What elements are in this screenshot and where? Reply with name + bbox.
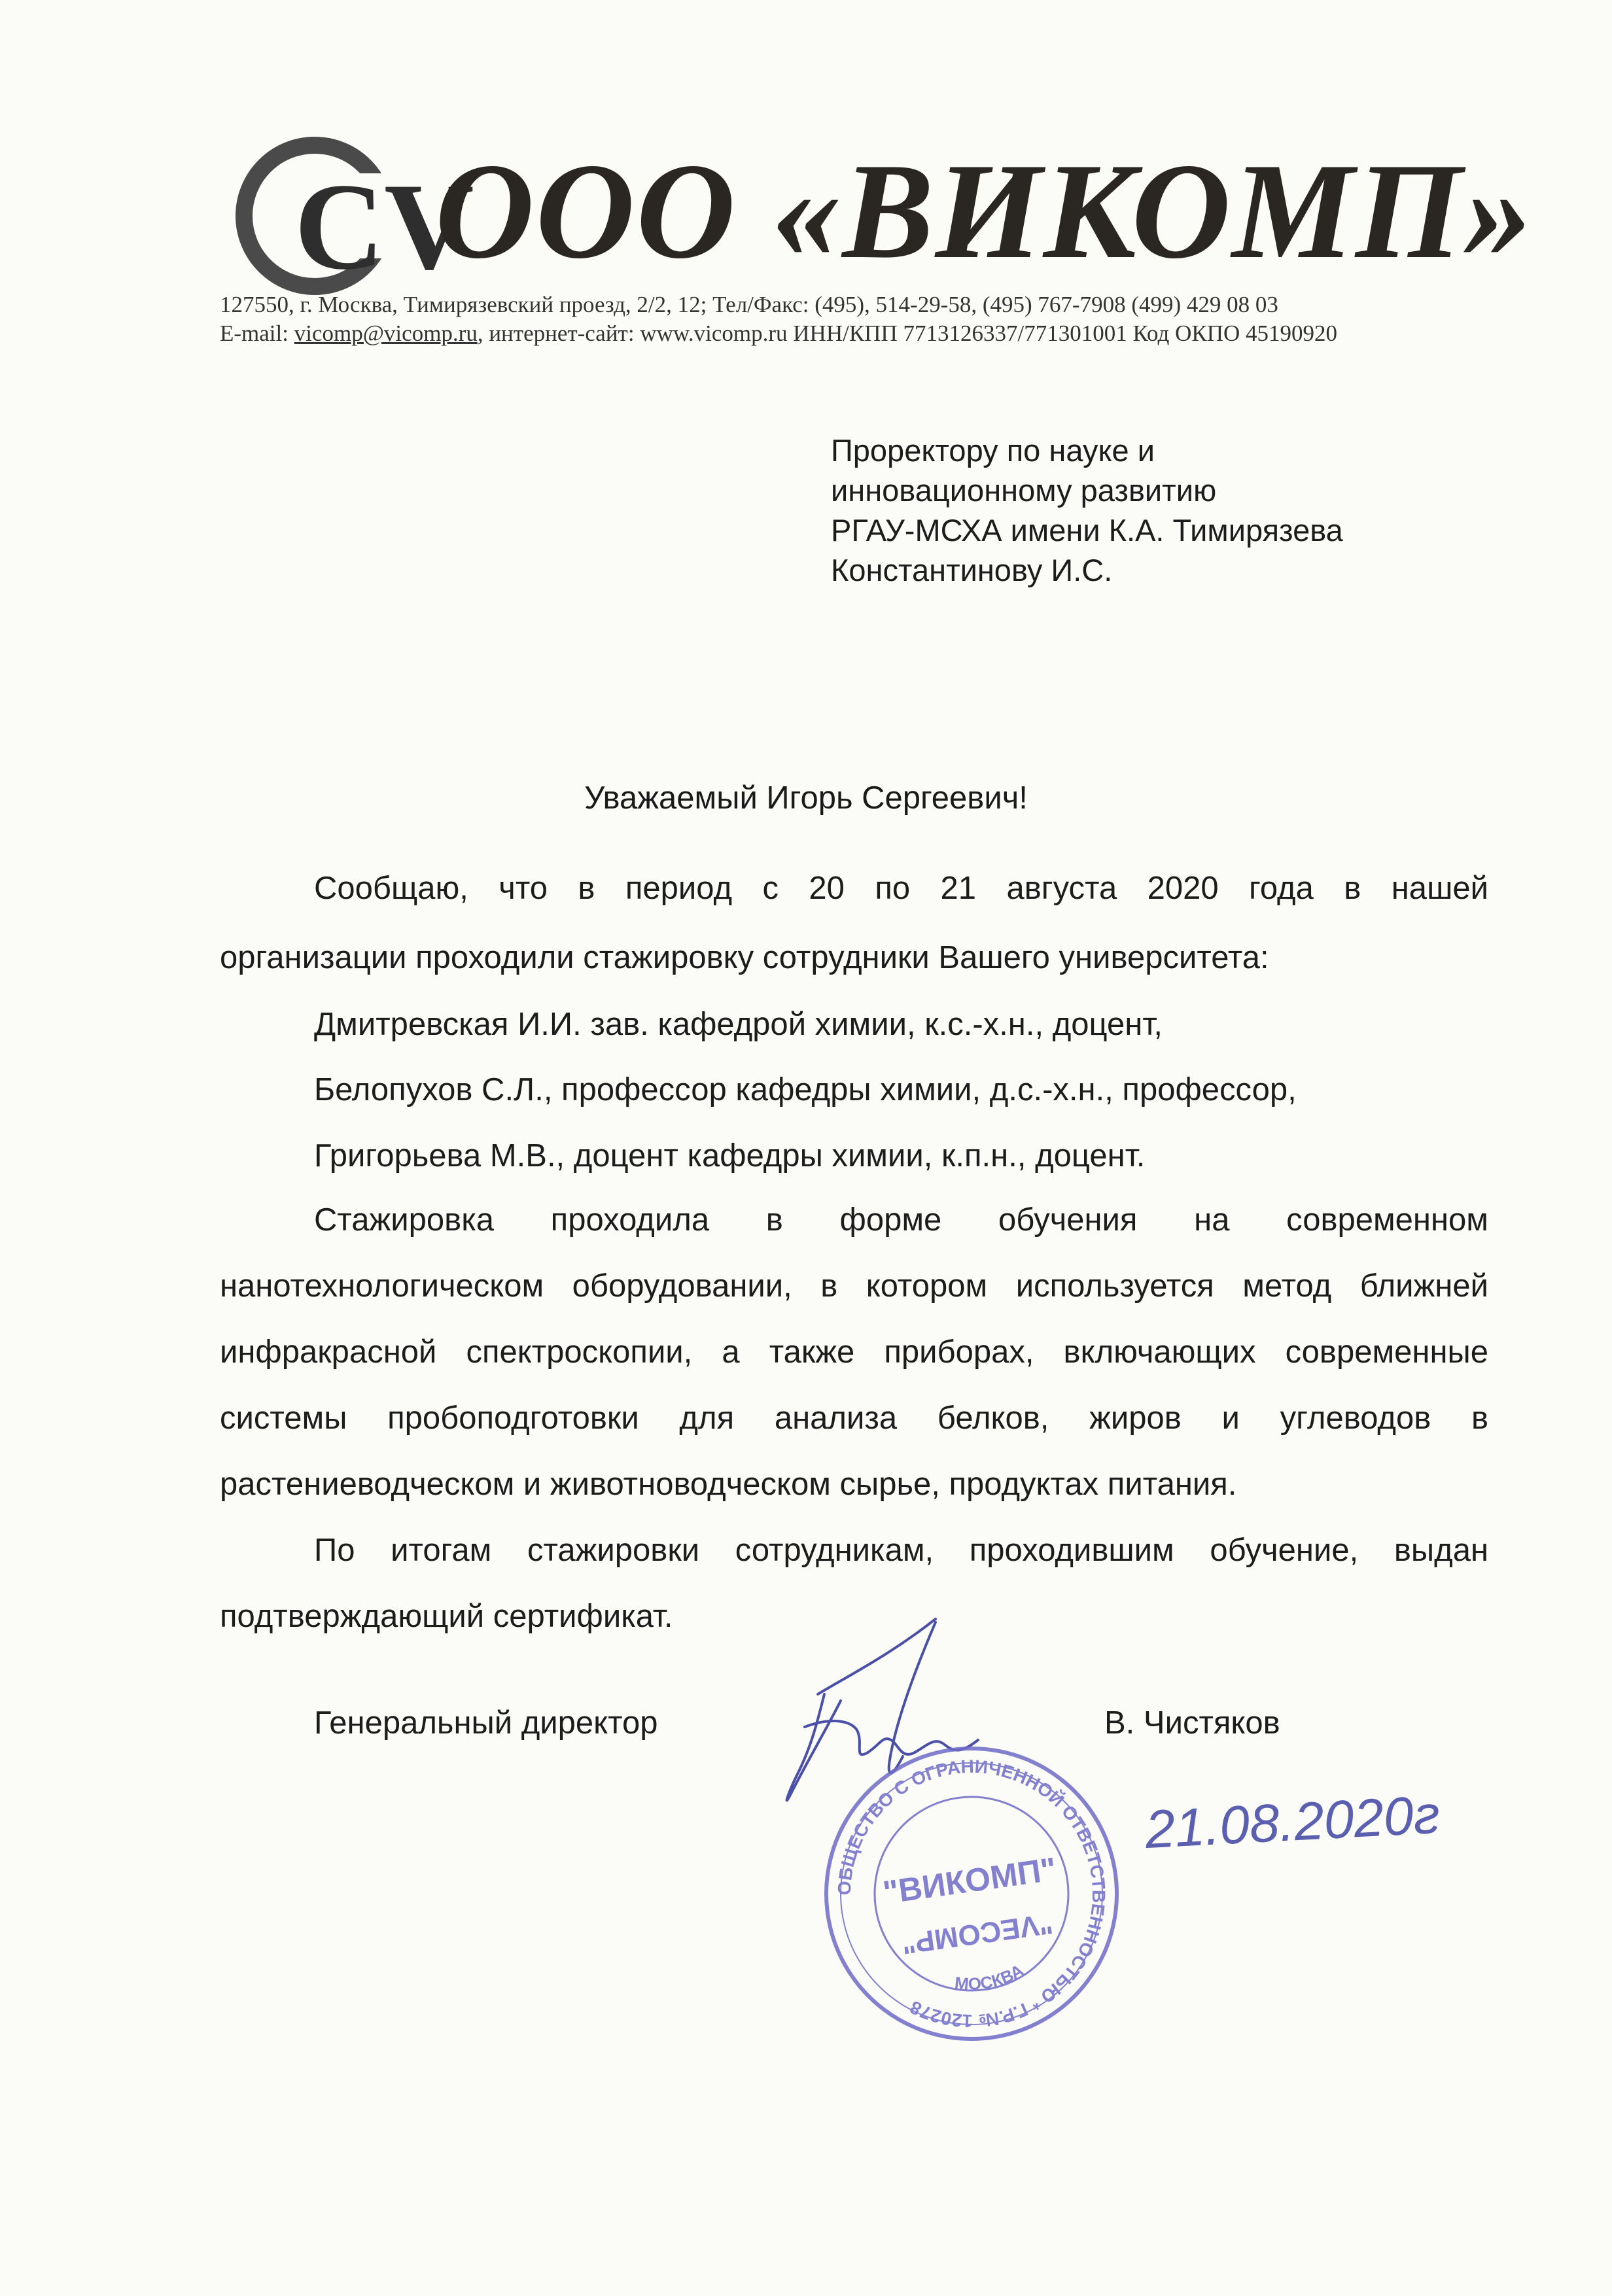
addressee-line: инновационному развитию [831, 473, 1217, 508]
body-line: организации проходили стажировку сотрудники Вашего университета: [220, 940, 1269, 975]
stamp-center-top: "ВИКОМП" [881, 1850, 1059, 1911]
addressee-block [831, 430, 1551, 590]
body-line: подтверждающий сертификат. [220, 1599, 673, 1634]
email-label: E-mail: [220, 321, 289, 346]
addressee-line: РГАУ-МСХА имени К.А. Тимирязева [831, 513, 1343, 548]
body-line: нанотехнологическом оборудовании, в котором используется метод ближней [220, 1268, 1488, 1304]
handwritten-date [1138, 1779, 1531, 1858]
staff-item: Григорьева М.В., доцент кафедры химии, к.п.н., доцент. [314, 1138, 1146, 1174]
svg-text:МОСКВА [951, 1959, 1028, 1997]
body-line: растениеводческом и животноводческом сырье, продуктах питания. [220, 1467, 1237, 1502]
greeting: Уважаемый Игорь Сергеевич! [584, 780, 1028, 816]
staff-item: Дмитревская И.И. зав. кафедрой химии, к.с.-х.н., доцент, [314, 1007, 1163, 1042]
body-line: системы пробоподготовки для анализа белков, жиров и углеводов в [220, 1400, 1488, 1436]
body-line: По итогам стажировки сотрудникам, проходившим обучение, выдан [314, 1533, 1488, 1568]
contact-line-address-phones: 127550, г. Москва, Тимирязевский проезд, 2/2, 12; Тел/Факс: (495), 514-29-58, (495) 767-7908 (499) 429 08 03 [220, 292, 1278, 317]
signatory-name: В. Чистяков [1104, 1705, 1280, 1741]
company-stamp [818, 1740, 1125, 2047]
stamp-city: МОСКВА [953, 1960, 1027, 1994]
handwritten-date-text: 21.08.2020г [1144, 1784, 1442, 1860]
body-line: Стажировка проходила в форме обучения на современном [314, 1202, 1488, 1238]
company-logo [229, 134, 474, 298]
stamp-center-bottom: "VECOMP" [900, 1907, 1055, 1960]
signatory-position: Генеральный директор [314, 1705, 658, 1741]
logo-monogram: CV [294, 158, 474, 296]
addressee-line: Проректору по науке и [831, 433, 1155, 468]
stamp-outer-text: ОБЩЕСТВО С ОГРАНИЧЕННОЙ ОТВЕТСТВЕННОСТЬЮ * Г.Р.№ 120278 [833, 1756, 1110, 2032]
addressee-line: Константинову И.С. [831, 553, 1113, 587]
contact-line-email-site [220, 322, 1496, 345]
company-name: ООО «ВИКОМП» [435, 135, 1534, 287]
staff-item: Белопухов С.Л., профессор кафедры химии, д.с.-х.н., профессор, [314, 1072, 1297, 1107]
email-link[interactable]: vicomp@vicomp.ru [294, 321, 478, 346]
body-line: инфракрасной спектроскопии, а также приборах, включающих современные [220, 1334, 1488, 1370]
contact-details: , интернет-сайт: www.vicomp.ru ИНН/КПП 7713126337/771301001 Код ОКПО 45190920 [477, 321, 1338, 346]
body-line: Сообщаю, что в период с 20 по 21 августа 2020 года в нашей [314, 871, 1488, 906]
